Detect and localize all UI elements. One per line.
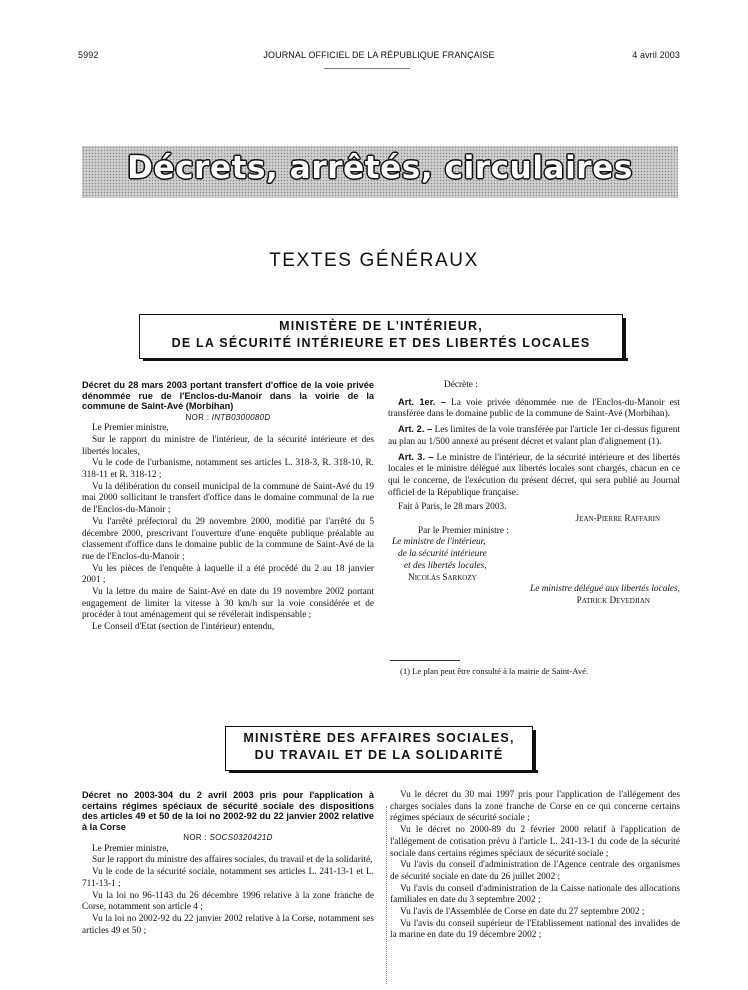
ministry-line: MINISTÈRE DE L'INTÉRIEUR, bbox=[279, 319, 483, 333]
paragraph: Vu la loi no 96-1143 du 26 décembre 1996 relative à la zone franche de Corse, notamment son article 4 ; bbox=[82, 890, 374, 913]
minister-title: et des libertés locales, bbox=[404, 560, 487, 571]
article-text: La voie privée dénommée rue de l'Enclos-du-Manoir est transférée dans le domaine public de la commune de Saint-Avé (Morbihan). bbox=[388, 397, 680, 420]
paragraph: Le Premier ministre, bbox=[92, 843, 169, 854]
decree1-nor: NOR : INTB0300080D bbox=[185, 412, 271, 422]
decree1-left-column bbox=[82, 380, 374, 634]
article-label: Art. 1er. – bbox=[398, 396, 446, 407]
article-text: Le ministre de l'intérieur, de la sécurité intérieure et des libertés locales et le ministre délégué aux libertés locales sont chargés, chacun en ce qui le concerne, de l'exécution du présent décret, qui sera publié au Journal officiel de la République française. bbox=[388, 452, 680, 498]
banner-title: Décrets, arrêtés, circulaires bbox=[127, 150, 633, 186]
article-text: Les limites de la voie transférée par l'article 1er ci-dessus figurent au plan au 1/500 annexé au présent décret et valant plan d'alignement (1). bbox=[388, 425, 681, 447]
article-label: Art. 2. – bbox=[398, 424, 433, 435]
paragraph: Vu la loi no 2002-92 du 22 janvier 2002 relative à la Corse, notamment ses articles 49 et 50 ; bbox=[82, 913, 374, 936]
page-number: 5992 bbox=[78, 50, 99, 60]
footnote: (1) Le plan peut être consulté à la mairie de Saint-Avé. bbox=[400, 666, 589, 676]
paragraph: Vu l'avis de l'Assemblée de Corse en date du 27 septembre 2002 ; bbox=[400, 907, 645, 918]
minister-delegue-title: Le ministre délégué aux libertés locales, bbox=[530, 584, 680, 595]
paragraph: Vu l'avis du conseil supérieur de l'Etablissement national des invalides de la marine en date du 19 décembre 2002 ; bbox=[390, 918, 680, 941]
decree2-left-column bbox=[82, 790, 374, 937]
ministry-line: DU TRAVAIL ET DE LA SOLIDARITÉ bbox=[254, 748, 504, 762]
paragraph: Vu le décret du 30 mai 1997 pris pour l'application de l'allégement des charges sociales dans la zone franche de Corse en ce qui concerne certains régimes spéciaux de sécurité sociale ; bbox=[390, 790, 680, 824]
header-rule bbox=[324, 68, 410, 69]
paragraph: Le Premier ministre, bbox=[92, 423, 169, 434]
section-banner bbox=[82, 146, 678, 198]
minister-title: de la sécurité intérieure bbox=[398, 549, 487, 560]
minister-delegue-name: Patrick Devedjian bbox=[576, 595, 650, 606]
ministry-box-shadow bbox=[623, 318, 626, 361]
ministry-line: DE LA SÉCURITÉ INTÉRIEURE ET DES LIBERTÉS LOCALES bbox=[171, 336, 591, 350]
ministry-affaires-sociales-box bbox=[225, 726, 533, 771]
paragraph: Vu la lettre du maire de Saint-Avé en date du 19 novembre 2002 portant engagement de limiter la vitesse à 30 km/h sur la voie considérée et de procéder à tout aménagement qui se révélerait indispensable ; bbox=[82, 587, 374, 621]
paragraph: Le Conseil d'Etat (section de l'intérieur) entendu, bbox=[92, 622, 275, 633]
paragraph: Sur le rapport du ministre des affaires sociales, du travail et de la solidarité, bbox=[92, 855, 373, 866]
decrete: Décrète : bbox=[444, 380, 478, 390]
ministry-interieur-box bbox=[139, 314, 623, 359]
footnote-rule bbox=[390, 660, 460, 661]
decree1-right-column bbox=[388, 380, 680, 608]
minister-name: Nicolas Sarkozy bbox=[408, 572, 477, 583]
paragraph: Sur le rapport du ministre de l'intérieur, de la sécurité intérieure et des libertés locales, bbox=[82, 434, 374, 457]
nor-code: SOCS0320421D bbox=[209, 833, 273, 842]
nor-code: INTB0300080D bbox=[211, 412, 271, 422]
journal-title: JOURNAL OFFICIEL DE LA RÉPUBLIQUE FRANÇAISE bbox=[263, 50, 495, 60]
par-le-premier-ministre: Par le Premier ministre : bbox=[418, 525, 509, 536]
ministry-box-shadow bbox=[533, 730, 536, 773]
decree2-title: Décret no 2003-304 du 2 avril 2003 pris pour l'application à certains régimes spéciaux de sécurité sociale des dispositions des articles 49 et 50 de la loi no 2002-92 du 22 janvier 2002 relative à la Corse bbox=[82, 790, 374, 832]
decree2-right-column bbox=[390, 790, 680, 942]
paragraph: Vu l'avis du conseil d'administration de la Caisse nationale des allocations familiales en date du 3 septembre 2002 ; bbox=[390, 883, 680, 906]
article bbox=[388, 452, 680, 500]
page-header bbox=[78, 50, 680, 62]
minister-title: Le ministre de l'intérieur, bbox=[392, 537, 486, 548]
section-title: TEXTES GÉNÉRAUX bbox=[269, 250, 479, 271]
paragraph: Vu l'arrêté préfectoral du 29 novembre 2000, modifié par l'arrêté du 5 décembre 2000, prescrivant l'ouverture d'une enquête publique préalable au classement d'office dans le domaine public de la commune de Saint-Avé de la rue de l'Enclos-du-Manoir ; bbox=[82, 516, 374, 562]
issue-date: 4 avril 2003 bbox=[632, 50, 680, 60]
paragraph: Vu le décret no 2000-89 du 2 février 2000 relatif à l'application de l'allégement de cotisation prévu à l'article L. 241-13-1 du code de la sécurité sociale dans certains régimes spéciaux de sécurité sociale ; bbox=[390, 825, 680, 859]
paragraph: Vu le code de la sécurité sociale, notamment ses articles L. 241-13-1 et L. 711-13-1 ; bbox=[82, 867, 374, 889]
column-divider bbox=[386, 806, 387, 984]
paragraph: Vu l'avis du conseil d'administration de l'Agence centrale des organismes de sécurité sociale en date du 26 juillet 2002 ; bbox=[390, 860, 680, 882]
signatory: Jean-Pierre Raffarin bbox=[575, 514, 660, 525]
paragraph: Vu le code de l'urbanisme, notamment ses articles L. 318-3, R. 318-10, R. 318-11 et R. 318-12 ; bbox=[82, 458, 374, 481]
article bbox=[388, 397, 680, 421]
article bbox=[388, 424, 680, 448]
paragraph: Vu la délibération du conseil municipal de la commune de Saint-Avé du 19 mai 2000 sollicitant le transfert d'office dans le domaine communal de la rue de l'Enclos-du-Manoir ; bbox=[82, 481, 374, 516]
article-label: Art. 3. – bbox=[398, 451, 434, 462]
paragraph: Vu les pièces de l'enquête à laquelle il a été procédé du 2 au 18 janvier 2001 ; bbox=[82, 563, 374, 586]
decree1-title: Décret du 28 mars 2003 portant transfert d'office de la voie privée dénommée rue de l'Enclos-du-Manoir dans la voirie de la commune de Saint-Avé (Morbihan) bbox=[82, 380, 374, 411]
ministry-line: MINISTÈRE DES AFFAIRES SOCIALES, bbox=[243, 731, 515, 745]
decree2-nor: NOR : SOCS0320421D bbox=[183, 833, 273, 842]
fait-a-paris: Fait à Paris, le 28 mars 2003. bbox=[398, 502, 507, 513]
